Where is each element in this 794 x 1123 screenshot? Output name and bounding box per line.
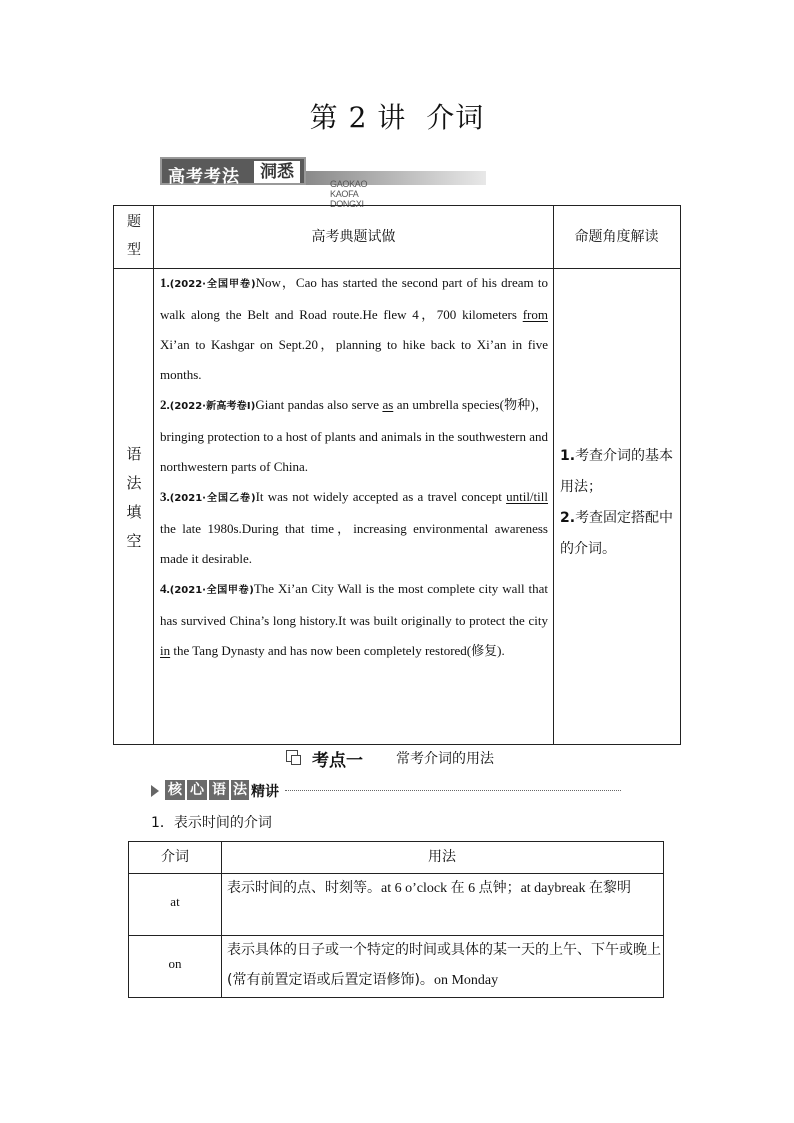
header-usage: 用法 — [428, 849, 456, 865]
question-list — [160, 268, 548, 666]
answer-blank: from — [522, 307, 548, 322]
usage-cell: 表示具体的日子或一个特定的时间或具体的某一天的上午、下午或晚上(常有前置定语或后置定语修饰)。on Monday — [227, 942, 661, 988]
question-item: 3.(2021·全国乙卷)It was not widely accepted as a travel concept until/till the late 1980s.During that time，increasing environmental awareness made it desirable. — [160, 489, 548, 566]
header-analysis: 命题角度解读 — [574, 229, 659, 245]
page-title: 第 2 讲 介词 — [309, 101, 485, 134]
banner-label-b: 洞悉 — [254, 161, 300, 183]
subsection-title: 1．表示时间的介词 — [151, 815, 272, 831]
core-char: 核 — [165, 780, 185, 800]
question-item: 1.(2022·全国甲卷)Now，Cao has started the second part of his dream to walk along the Belt and Road route.He flew 4，700 kilometers from Xi’an to Kashgar on Sept.20，planning to hike back to Xi’an in five months. — [160, 275, 549, 382]
question-item: 4.(2021·全国甲卷)The Xi’an City Wall is the most complete city wall that has survived China’s long history.It was built originally to protect the city in the Tang Dynasty and has now been completely restored(修复). — [160, 581, 549, 658]
usage-cell: 表示时间的点、时刻等。at 6 o’clock 在 6 点钟；at daybreak 在黎明 — [227, 880, 631, 896]
core-char: 语 — [209, 780, 229, 800]
question-item: 2.(2022·新高考卷Ⅰ)Giant pandas also serve as an umbrella species(物种)，bringing protection to a host of plants and animals in the southwestern and northwestern parts of China. — [160, 397, 548, 474]
dotted-rule — [285, 790, 621, 791]
section-title: 考点一 — [312, 751, 363, 771]
type-label: 语 法 填 空 — [126, 445, 142, 550]
prep-cell: on — [168, 956, 182, 971]
triangle-icon — [151, 785, 159, 797]
core-char: 法 — [233, 782, 247, 798]
answer-blank: in — [160, 643, 171, 658]
analysis-item: 2.考查固定搭配中的介词。 — [560, 510, 674, 557]
core-char: 心 — [187, 780, 207, 800]
prep-cell: at — [170, 894, 180, 909]
analysis-item: 1.考查介词的基本用法； — [560, 448, 674, 495]
header-exercise: 高考典题试做 — [311, 229, 396, 245]
core-tail: 精讲 — [251, 784, 279, 800]
square-icon — [291, 755, 301, 765]
answer-blank: as — [382, 397, 394, 412]
preposition-table — [128, 841, 664, 998]
section-subtitle: 常考介词的用法 — [396, 751, 494, 767]
banner-pinyin: GAOKAO KAOFA DONGXI — [330, 179, 368, 209]
banner-label-a: 高考考法 — [168, 167, 240, 187]
header-type: 题 型 — [127, 214, 141, 258]
analysis-text — [560, 441, 676, 565]
header-prep: 介词 — [161, 849, 189, 865]
answer-blank: until/till — [506, 489, 548, 504]
exam-table — [113, 205, 681, 745]
banner-box — [160, 157, 306, 185]
